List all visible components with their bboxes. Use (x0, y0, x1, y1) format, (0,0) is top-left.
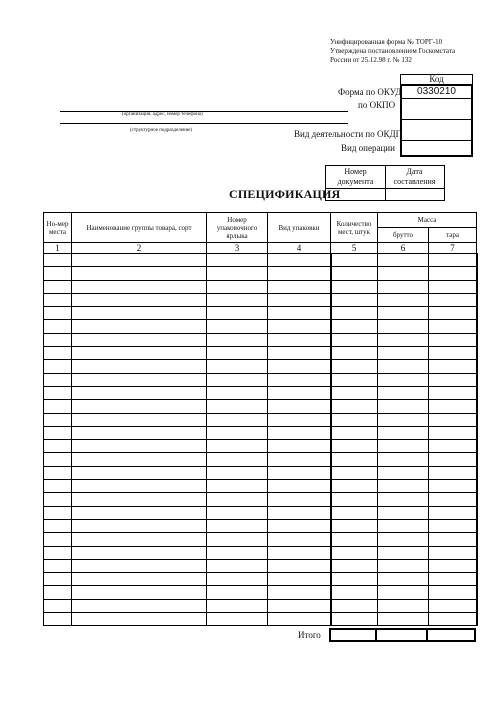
table-cell[interactable] (331, 413, 378, 426)
table-cell[interactable] (331, 480, 378, 493)
table-cell[interactable] (72, 466, 207, 479)
table-cell[interactable] (44, 519, 72, 532)
table-cell[interactable] (207, 559, 268, 572)
table-cell[interactable] (72, 333, 207, 346)
table-row (44, 426, 477, 439)
table-cell[interactable] (72, 506, 207, 519)
table-cell[interactable] (378, 280, 429, 293)
table-cell[interactable] (429, 267, 477, 280)
table-cell[interactable] (44, 573, 72, 586)
table-row (44, 293, 477, 306)
table-cell[interactable] (429, 440, 477, 453)
table-cell[interactable] (207, 400, 268, 413)
table-cell[interactable] (331, 360, 378, 373)
table-cell[interactable] (429, 586, 477, 599)
table-cell[interactable] (44, 559, 72, 572)
doc-number-label: Номер документа (337, 167, 374, 186)
table-cell[interactable] (268, 440, 331, 453)
col-num-4: 4 (268, 243, 331, 254)
table-cell[interactable] (429, 386, 477, 399)
table-cell[interactable] (331, 386, 378, 399)
table-row (44, 613, 477, 626)
table-cell[interactable] (44, 280, 72, 293)
table-cell[interactable] (44, 307, 72, 320)
table-cell[interactable] (72, 413, 207, 426)
table-cell[interactable] (72, 347, 207, 360)
table-cell[interactable] (44, 293, 72, 306)
table-cell[interactable] (207, 613, 268, 626)
table-cell[interactable] (331, 320, 378, 333)
table-cell[interactable] (378, 386, 429, 399)
doc-date-field[interactable] (385, 188, 444, 200)
org-line-2[interactable] (60, 123, 348, 124)
table-cell[interactable] (72, 480, 207, 493)
table-cell[interactable] (331, 506, 378, 519)
table-cell[interactable] (44, 254, 72, 267)
table-cell[interactable] (331, 573, 378, 586)
table-cell[interactable] (268, 519, 331, 532)
table-cell[interactable] (331, 586, 378, 599)
table-cell[interactable] (207, 533, 268, 546)
table-cell[interactable] (268, 613, 331, 626)
table-cell[interactable] (268, 493, 331, 506)
table-cell[interactable] (429, 360, 477, 373)
table-cell[interactable] (378, 506, 429, 519)
okud-label: Форма по ОКУД (338, 87, 402, 97)
table-cell[interactable] (207, 280, 268, 293)
table-cell[interactable] (378, 466, 429, 479)
table-cell[interactable] (72, 440, 207, 453)
table-cell[interactable] (268, 267, 331, 280)
table-cell[interactable] (44, 480, 72, 493)
table-cell[interactable] (429, 613, 477, 626)
table-row (44, 386, 477, 399)
table-cell[interactable] (44, 493, 72, 506)
table-cell[interactable] (429, 280, 477, 293)
table-cell[interactable] (44, 426, 72, 439)
table-cell[interactable] (72, 559, 207, 572)
table-cell[interactable] (44, 546, 72, 559)
doc-date-header (385, 166, 444, 189)
code-header: Код (429, 74, 444, 84)
table-cell[interactable] (72, 400, 207, 413)
table-cell[interactable] (44, 386, 72, 399)
table-cell[interactable] (331, 254, 378, 267)
table-cell[interactable] (378, 333, 429, 346)
table-row (44, 267, 477, 280)
table-row (44, 599, 477, 612)
operation-value-cell[interactable] (402, 141, 471, 155)
table-cell[interactable] (378, 586, 429, 599)
table-row (44, 519, 477, 532)
table-row (44, 440, 477, 453)
table-cell[interactable] (378, 453, 429, 466)
table-cell[interactable] (207, 599, 268, 612)
table-row (44, 480, 477, 493)
table-cell[interactable] (331, 347, 378, 360)
table-cell[interactable] (378, 559, 429, 572)
table-cell[interactable] (429, 533, 477, 546)
table-cell[interactable] (72, 360, 207, 373)
table-cell[interactable] (207, 466, 268, 479)
table-cell[interactable] (331, 440, 378, 453)
table-cell[interactable] (429, 506, 477, 519)
doc-info-box (325, 165, 445, 201)
table-cell[interactable] (72, 493, 207, 506)
table-row (44, 254, 477, 267)
table-cell[interactable] (268, 533, 331, 546)
totals-row (43, 628, 476, 642)
totals-tare-cell[interactable] (426, 628, 476, 642)
table-cell[interactable] (72, 307, 207, 320)
table-cell[interactable] (44, 613, 72, 626)
table-cell[interactable] (268, 386, 331, 399)
table-cell[interactable] (429, 519, 477, 532)
th-tare: тара (429, 228, 477, 243)
col-num-6: 6 (378, 243, 429, 254)
table-cell[interactable] (268, 347, 331, 360)
table-cell[interactable] (429, 599, 477, 612)
col-num-2: 2 (72, 243, 207, 254)
totals-label: Итого (298, 630, 321, 640)
table-cell[interactable] (207, 373, 268, 386)
table-cell[interactable] (72, 573, 207, 586)
table-cell[interactable] (378, 426, 429, 439)
th-gross: брутто (378, 228, 429, 243)
table-cell[interactable] (72, 267, 207, 280)
th-pack: Вид упаковки (268, 213, 331, 243)
table-cell[interactable] (378, 599, 429, 612)
table-row (44, 493, 477, 506)
table-cell[interactable] (44, 360, 72, 373)
table-cell[interactable] (72, 293, 207, 306)
form-note-line3: России от 25.12.98 г. № 132 (330, 56, 412, 64)
table-cell[interactable] (72, 546, 207, 559)
table-cell[interactable] (44, 506, 72, 519)
table-cell[interactable] (72, 280, 207, 293)
table-cell[interactable] (44, 586, 72, 599)
doc-date-label: Дата составления (393, 167, 436, 186)
table-cell[interactable] (268, 599, 331, 612)
table-row (44, 413, 477, 426)
spec-table (43, 212, 478, 626)
table-cell[interactable] (378, 267, 429, 280)
th-place: Но-мер места (44, 213, 72, 243)
table-cell[interactable] (268, 506, 331, 519)
doc-number-header (326, 166, 386, 189)
table-cell[interactable] (378, 293, 429, 306)
table-cell[interactable] (268, 480, 331, 493)
table-cell[interactable] (207, 453, 268, 466)
table-cell[interactable] (268, 373, 331, 386)
table-cell[interactable] (378, 373, 429, 386)
table-row (44, 559, 477, 572)
table-cell[interactable] (268, 293, 331, 306)
table-cell[interactable] (44, 413, 72, 426)
col-num-1: 1 (44, 243, 72, 254)
table-row (44, 280, 477, 293)
table-cell[interactable] (207, 506, 268, 519)
table-cell[interactable] (207, 360, 268, 373)
table-cell[interactable] (429, 573, 477, 586)
table-row (44, 373, 477, 386)
table-cell[interactable] (268, 400, 331, 413)
table-row (44, 466, 477, 479)
table-cell[interactable] (44, 373, 72, 386)
table-cell[interactable] (331, 280, 378, 293)
table-cell[interactable] (378, 254, 429, 267)
table-cell[interactable] (378, 480, 429, 493)
table-cell[interactable] (44, 400, 72, 413)
table-cell[interactable] (331, 400, 378, 413)
table-cell[interactable] (72, 533, 207, 546)
col-num-5: 5 (331, 243, 378, 254)
table-cell[interactable] (207, 254, 268, 267)
totals-gross-cell[interactable] (375, 628, 428, 642)
okdp-label: Вид деятельности по ОКДП (294, 129, 403, 139)
th-mass: Масса (378, 213, 477, 228)
table-cell[interactable] (207, 347, 268, 360)
table-cell[interactable] (44, 320, 72, 333)
table-cell[interactable] (378, 546, 429, 559)
table-cell[interactable] (268, 254, 331, 267)
table-cell[interactable] (268, 573, 331, 586)
table-cell[interactable] (268, 307, 331, 320)
table-cell[interactable] (331, 267, 378, 280)
table-cell[interactable] (429, 254, 477, 267)
table-cell[interactable] (207, 413, 268, 426)
table-cell[interactable] (207, 586, 268, 599)
table-cell[interactable] (429, 320, 477, 333)
table-cell[interactable] (429, 400, 477, 413)
table-row (44, 333, 477, 346)
operation-label: Вид операции (341, 143, 395, 153)
table-cell[interactable] (207, 293, 268, 306)
table-row (44, 453, 477, 466)
table-cell[interactable] (44, 347, 72, 360)
col-num-7: 7 (429, 243, 477, 254)
table-cell[interactable] (429, 426, 477, 439)
table-cell[interactable] (268, 466, 331, 479)
okud-value-cell[interactable] (402, 86, 471, 99)
table-cell[interactable] (429, 347, 477, 360)
table-row (44, 533, 477, 546)
table-row (44, 360, 477, 373)
table-cell[interactable] (331, 519, 378, 532)
table-cell[interactable] (429, 293, 477, 306)
table-cell[interactable] (268, 426, 331, 439)
table-cell[interactable] (44, 599, 72, 612)
table-cell[interactable] (207, 267, 268, 280)
th-count: Количество мест, штук (331, 213, 378, 243)
table-cell[interactable] (429, 307, 477, 320)
table-cell[interactable] (331, 307, 378, 320)
table-cell[interactable] (207, 573, 268, 586)
table-cell[interactable] (268, 333, 331, 346)
table-cell[interactable] (44, 453, 72, 466)
table-cell[interactable] (268, 453, 331, 466)
table-cell[interactable] (72, 613, 207, 626)
table-cell[interactable] (268, 413, 331, 426)
form-note-line2: Утверждена постановлением Госкомстата (330, 47, 456, 55)
table-cell[interactable] (44, 333, 72, 346)
table-cell[interactable] (268, 586, 331, 599)
table-cell[interactable] (429, 559, 477, 572)
org-line-1[interactable] (60, 111, 348, 112)
form-note-line1: Унифицированная форма № ТОРГ-10 (330, 38, 443, 46)
table-cell[interactable] (429, 453, 477, 466)
table-cell[interactable] (429, 480, 477, 493)
totals-count-cell[interactable] (329, 628, 377, 642)
table-cell[interactable] (378, 533, 429, 546)
table-cell[interactable] (331, 333, 378, 346)
table-cell[interactable] (72, 426, 207, 439)
table-cell[interactable] (72, 453, 207, 466)
division-caption: (структурное подразделение) (130, 128, 193, 133)
table-cell[interactable] (429, 466, 477, 479)
okdp-value-cell[interactable] (402, 120, 471, 141)
table-cell[interactable] (378, 320, 429, 333)
table-cell[interactable] (207, 440, 268, 453)
table-cell[interactable] (378, 493, 429, 506)
table-cell[interactable] (44, 466, 72, 479)
table-cell[interactable] (72, 373, 207, 386)
table-cell[interactable] (268, 280, 331, 293)
org-caption: (организация, адрес, номер телефона) (122, 112, 203, 117)
table-cell[interactable] (207, 493, 268, 506)
table-cell[interactable] (72, 320, 207, 333)
table-cell[interactable] (378, 573, 429, 586)
table-cell[interactable] (378, 307, 429, 320)
table-cell[interactable] (44, 533, 72, 546)
table-cell[interactable] (378, 613, 429, 626)
table-cell[interactable] (378, 413, 429, 426)
th-name: Наименование группы товара, сорт (72, 213, 207, 243)
table-row (44, 347, 477, 360)
okpo-value-cell[interactable] (402, 99, 471, 120)
table-cell[interactable] (331, 426, 378, 439)
okpo-label: по ОКПО (358, 100, 396, 110)
table-cell[interactable] (207, 519, 268, 532)
table-cell[interactable] (331, 466, 378, 479)
table-cell[interactable] (331, 293, 378, 306)
table-cell[interactable] (331, 559, 378, 572)
th-label: Номер упаковочного ярлыка (207, 213, 268, 243)
doc-title: СПЕЦИФИКАЦИЯ (229, 187, 341, 201)
table-cell[interactable] (331, 613, 378, 626)
col-num-3: 3 (207, 243, 268, 254)
table-row (44, 506, 477, 519)
okud-value: 0330210 (417, 86, 456, 97)
table-row (44, 320, 477, 333)
table-cell[interactable] (378, 347, 429, 360)
table-cell[interactable] (268, 320, 331, 333)
table-row (44, 400, 477, 413)
table-cell[interactable] (207, 386, 268, 399)
table-row (44, 573, 477, 586)
table-cell[interactable] (72, 586, 207, 599)
table-cell[interactable] (429, 413, 477, 426)
table-cell[interactable] (331, 373, 378, 386)
table-cell[interactable] (207, 480, 268, 493)
table-cell[interactable] (331, 546, 378, 559)
table-cell[interactable] (44, 267, 72, 280)
table-row (44, 586, 477, 599)
table-cell[interactable] (207, 426, 268, 439)
table-cell[interactable] (72, 519, 207, 532)
table-cell[interactable] (331, 493, 378, 506)
table-cell[interactable] (44, 440, 72, 453)
table-cell[interactable] (207, 546, 268, 559)
form-note (330, 38, 455, 65)
table-cell[interactable] (268, 546, 331, 559)
table-cell[interactable] (429, 373, 477, 386)
table-body (44, 254, 477, 626)
table-cell[interactable] (378, 360, 429, 373)
table-cell[interactable] (72, 254, 207, 267)
table-cell[interactable] (378, 440, 429, 453)
table-cell[interactable] (207, 307, 268, 320)
table-cell[interactable] (72, 386, 207, 399)
table-row (44, 307, 477, 320)
table-cell[interactable] (429, 333, 477, 346)
table-cell[interactable] (429, 546, 477, 559)
table-cell[interactable] (207, 320, 268, 333)
table-cell[interactable] (378, 519, 429, 532)
table-cell[interactable] (207, 333, 268, 346)
table-cell[interactable] (268, 559, 331, 572)
table-cell[interactable] (331, 533, 378, 546)
table-row (44, 546, 477, 559)
table-cell[interactable] (378, 400, 429, 413)
table-cell[interactable] (429, 493, 477, 506)
table-cell[interactable] (331, 599, 378, 612)
table-cell[interactable] (268, 360, 331, 373)
table-cell[interactable] (331, 453, 378, 466)
table-cell[interactable] (72, 599, 207, 612)
